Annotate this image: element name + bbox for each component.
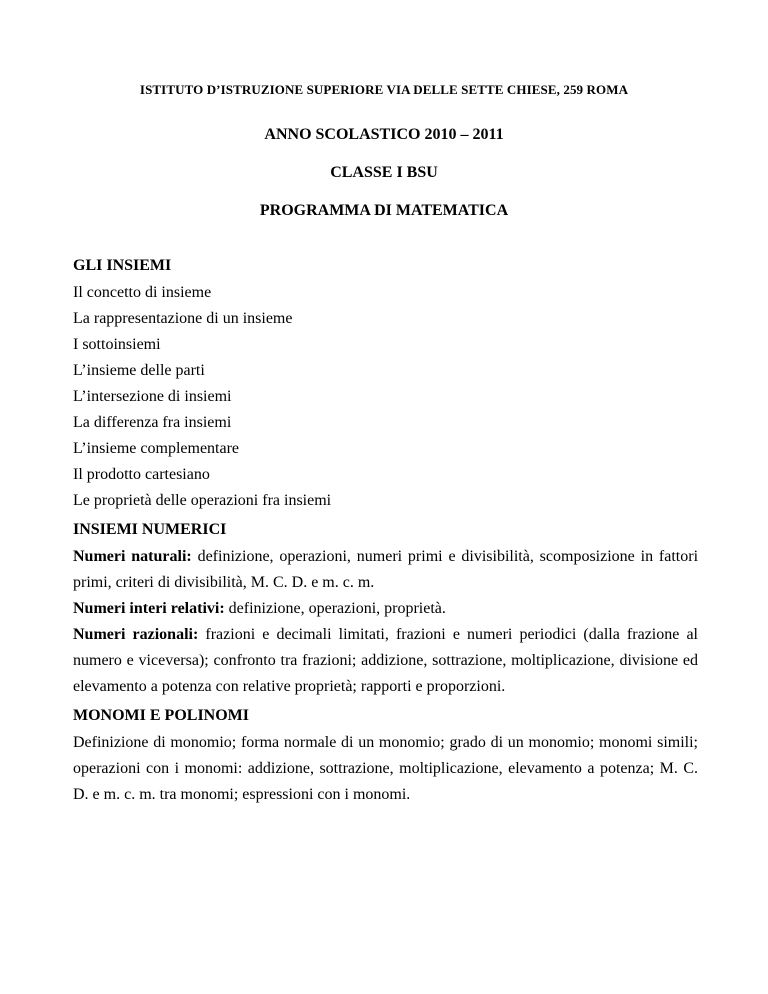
term-razionali: Numeri razionali: (73, 626, 199, 643)
topic-list-insiemi (73, 280, 698, 514)
institute-name: ISTITUTO D’ISTRUZIONE SUPERIORE VIA DELLE SETTE CHIESE, 259 ROMA (139, 82, 629, 97)
text-razionali: frazioni e decimali limitati, frazioni e numeri periodici (dalla frazione al numero e viceversa); confronto tra frazioni; addizione, sottrazione, moltiplicazione, divisione ed elevamento a potenza con relative proprietà; rapporti e proporzioni. (73, 626, 698, 695)
section-title-insiemi: GLI INSIEMI (73, 257, 172, 274)
term-naturali: Numeri naturali: (73, 548, 192, 565)
topic-item: Il concetto di insieme (73, 284, 212, 301)
topic-item: La rappresentazione di un insieme (73, 310, 293, 327)
term-interi: Numeri interi relativi: (73, 600, 225, 617)
section-monomi (73, 702, 698, 808)
section-title-numerici: INSIEMI NUMERICI (73, 521, 227, 538)
topic-item: Il prodotto cartesiano (73, 466, 210, 483)
topic-item: Le proprietà delle operazioni fra insiemi (73, 492, 332, 509)
program-title: PROGRAMMA DI MATEMATICA (259, 202, 509, 219)
topic-item: La differenza fra insiemi (73, 414, 232, 431)
paragraph-razionali (73, 622, 698, 700)
paragraph-interi (73, 596, 698, 622)
school-year: ANNO SCOLASTICO 2010 – 2011 (264, 126, 504, 143)
text-naturali: definizione, operazioni, numeri primi e divisibilità, scomposizione in fattori primi, criteri di divisibilità, M. C. D. e m. c. m. (73, 548, 699, 591)
paragraph-naturali (73, 544, 698, 596)
paragraph-monomi: Definizione di monomio; forma normale di un monomio; grado di un monomio; monomi simili; operazioni con i monomi: addizione, sottrazione, moltiplicazione, elevamento a potenza; M. C. D. e m. c. m. tra monomi; espressioni con i monomi. (73, 734, 698, 803)
topic-item: L’insieme delle parti (73, 362, 205, 379)
section-numerici (73, 516, 698, 700)
text-interi: definizione, operazioni, proprietà. (224, 600, 446, 617)
topic-item: L’intersezione di insiemi (73, 388, 232, 405)
topic-item: L’insieme complementare (73, 440, 240, 457)
program-content (73, 252, 698, 808)
section-title-monomi: MONOMI E POLINOMI (73, 707, 249, 724)
class-name: CLASSE I BSU (330, 164, 438, 181)
section-insiemi (73, 252, 698, 514)
topic-item: I sottoinsiemi (73, 336, 161, 353)
